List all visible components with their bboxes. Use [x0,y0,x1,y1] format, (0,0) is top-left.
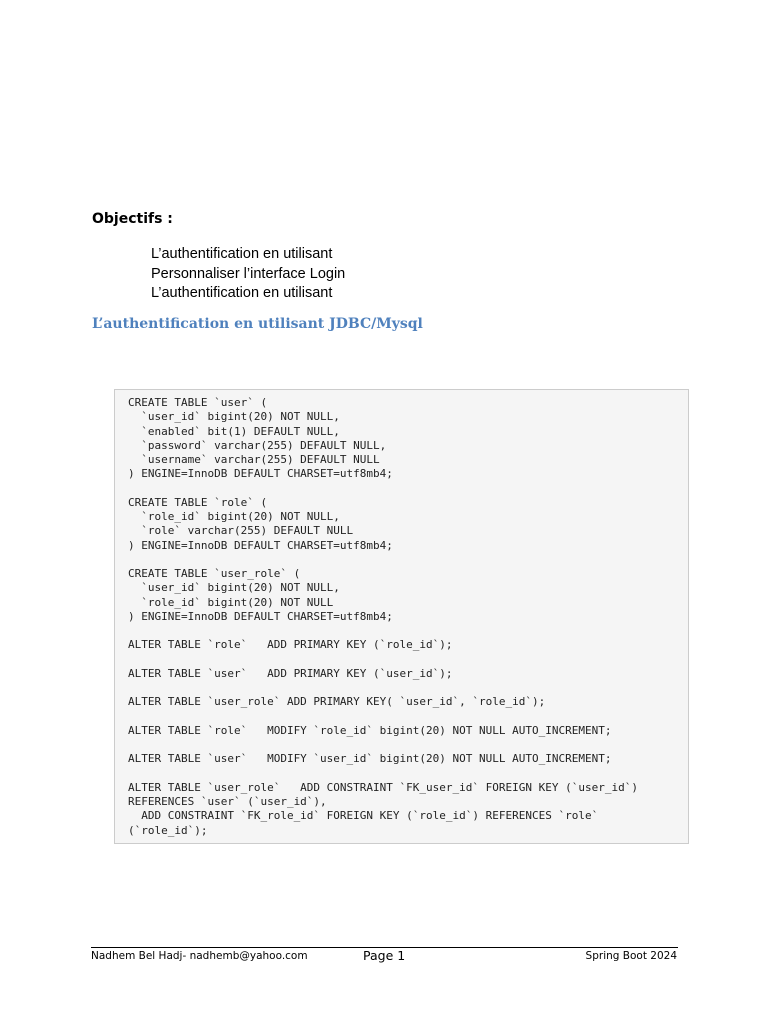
footer-author: Nadhem Bel Hadj- nadhemb@yahoo.com [91,950,308,962]
section-heading: L’authentification en utilisant JDBC/Mysql [92,316,423,332]
objectives-list [151,245,345,304]
footer-page-number: Page 1 [363,948,406,963]
footer-course-title: Spring Boot 2024 [585,950,677,962]
sql-code: CREATE TABLE `user` ( `user_id` bigint(20) NOT NULL, `enabled` bit(1) DEFAULT NULL, `password` varchar(255) DEFAULT NULL, `username` varchar(255) DEFAULT NULL ) ENGINE=InnoDB DEFAULT CHARSET=utf8mb4; CREATE TABLE `role` ( `role_id` bigint(20) NOT NULL, `role` varchar(255) DEFAULT NULL ) ENGINE=InnoDB DEFAULT CHARSET=utf8mb4; CREATE TABLE `user_role` ( `user_id` bigint(20) NOT NULL, `role_id` bigint(20) NOT NULL ) ENGINE=InnoDB DEFAULT CHARSET=utf8mb4; ALTER TABLE `role` ADD PRIMARY KEY (`role_id`); ALTER TABLE `user` ADD PRIMARY KEY (`user_id`); ALTER TABLE `user_role` ADD PRIMARY KEY( `user_id`, `role_id`); ALTER TABLE `role` MODIFY `role_id` bigint(20) NOT NULL AUTO_INCREMENT; ALTER TABLE `user` MODIFY `user_id` bigint(20) NOT NULL AUTO_INCREMENT; ALTER TABLE `user_role` ADD CONSTRAINT `FK_user_id` FOREIGN KEY (`user_id`) REFERENCES `user` (`user_id`), ADD CONSTRAINT `FK_role_id` FOREIGN KEY (`role_id`) REFERENCES `role` (`role_id`); [128,396,638,837]
objectives-heading: Objectifs : [92,211,173,227]
sql-code-block [114,389,689,844]
objective-item: L’authentification en utilisant [151,246,333,262]
objective-item: L’authentification en utilisant [151,285,333,301]
objective-item: Personnaliser l’interface Login [151,265,346,282]
